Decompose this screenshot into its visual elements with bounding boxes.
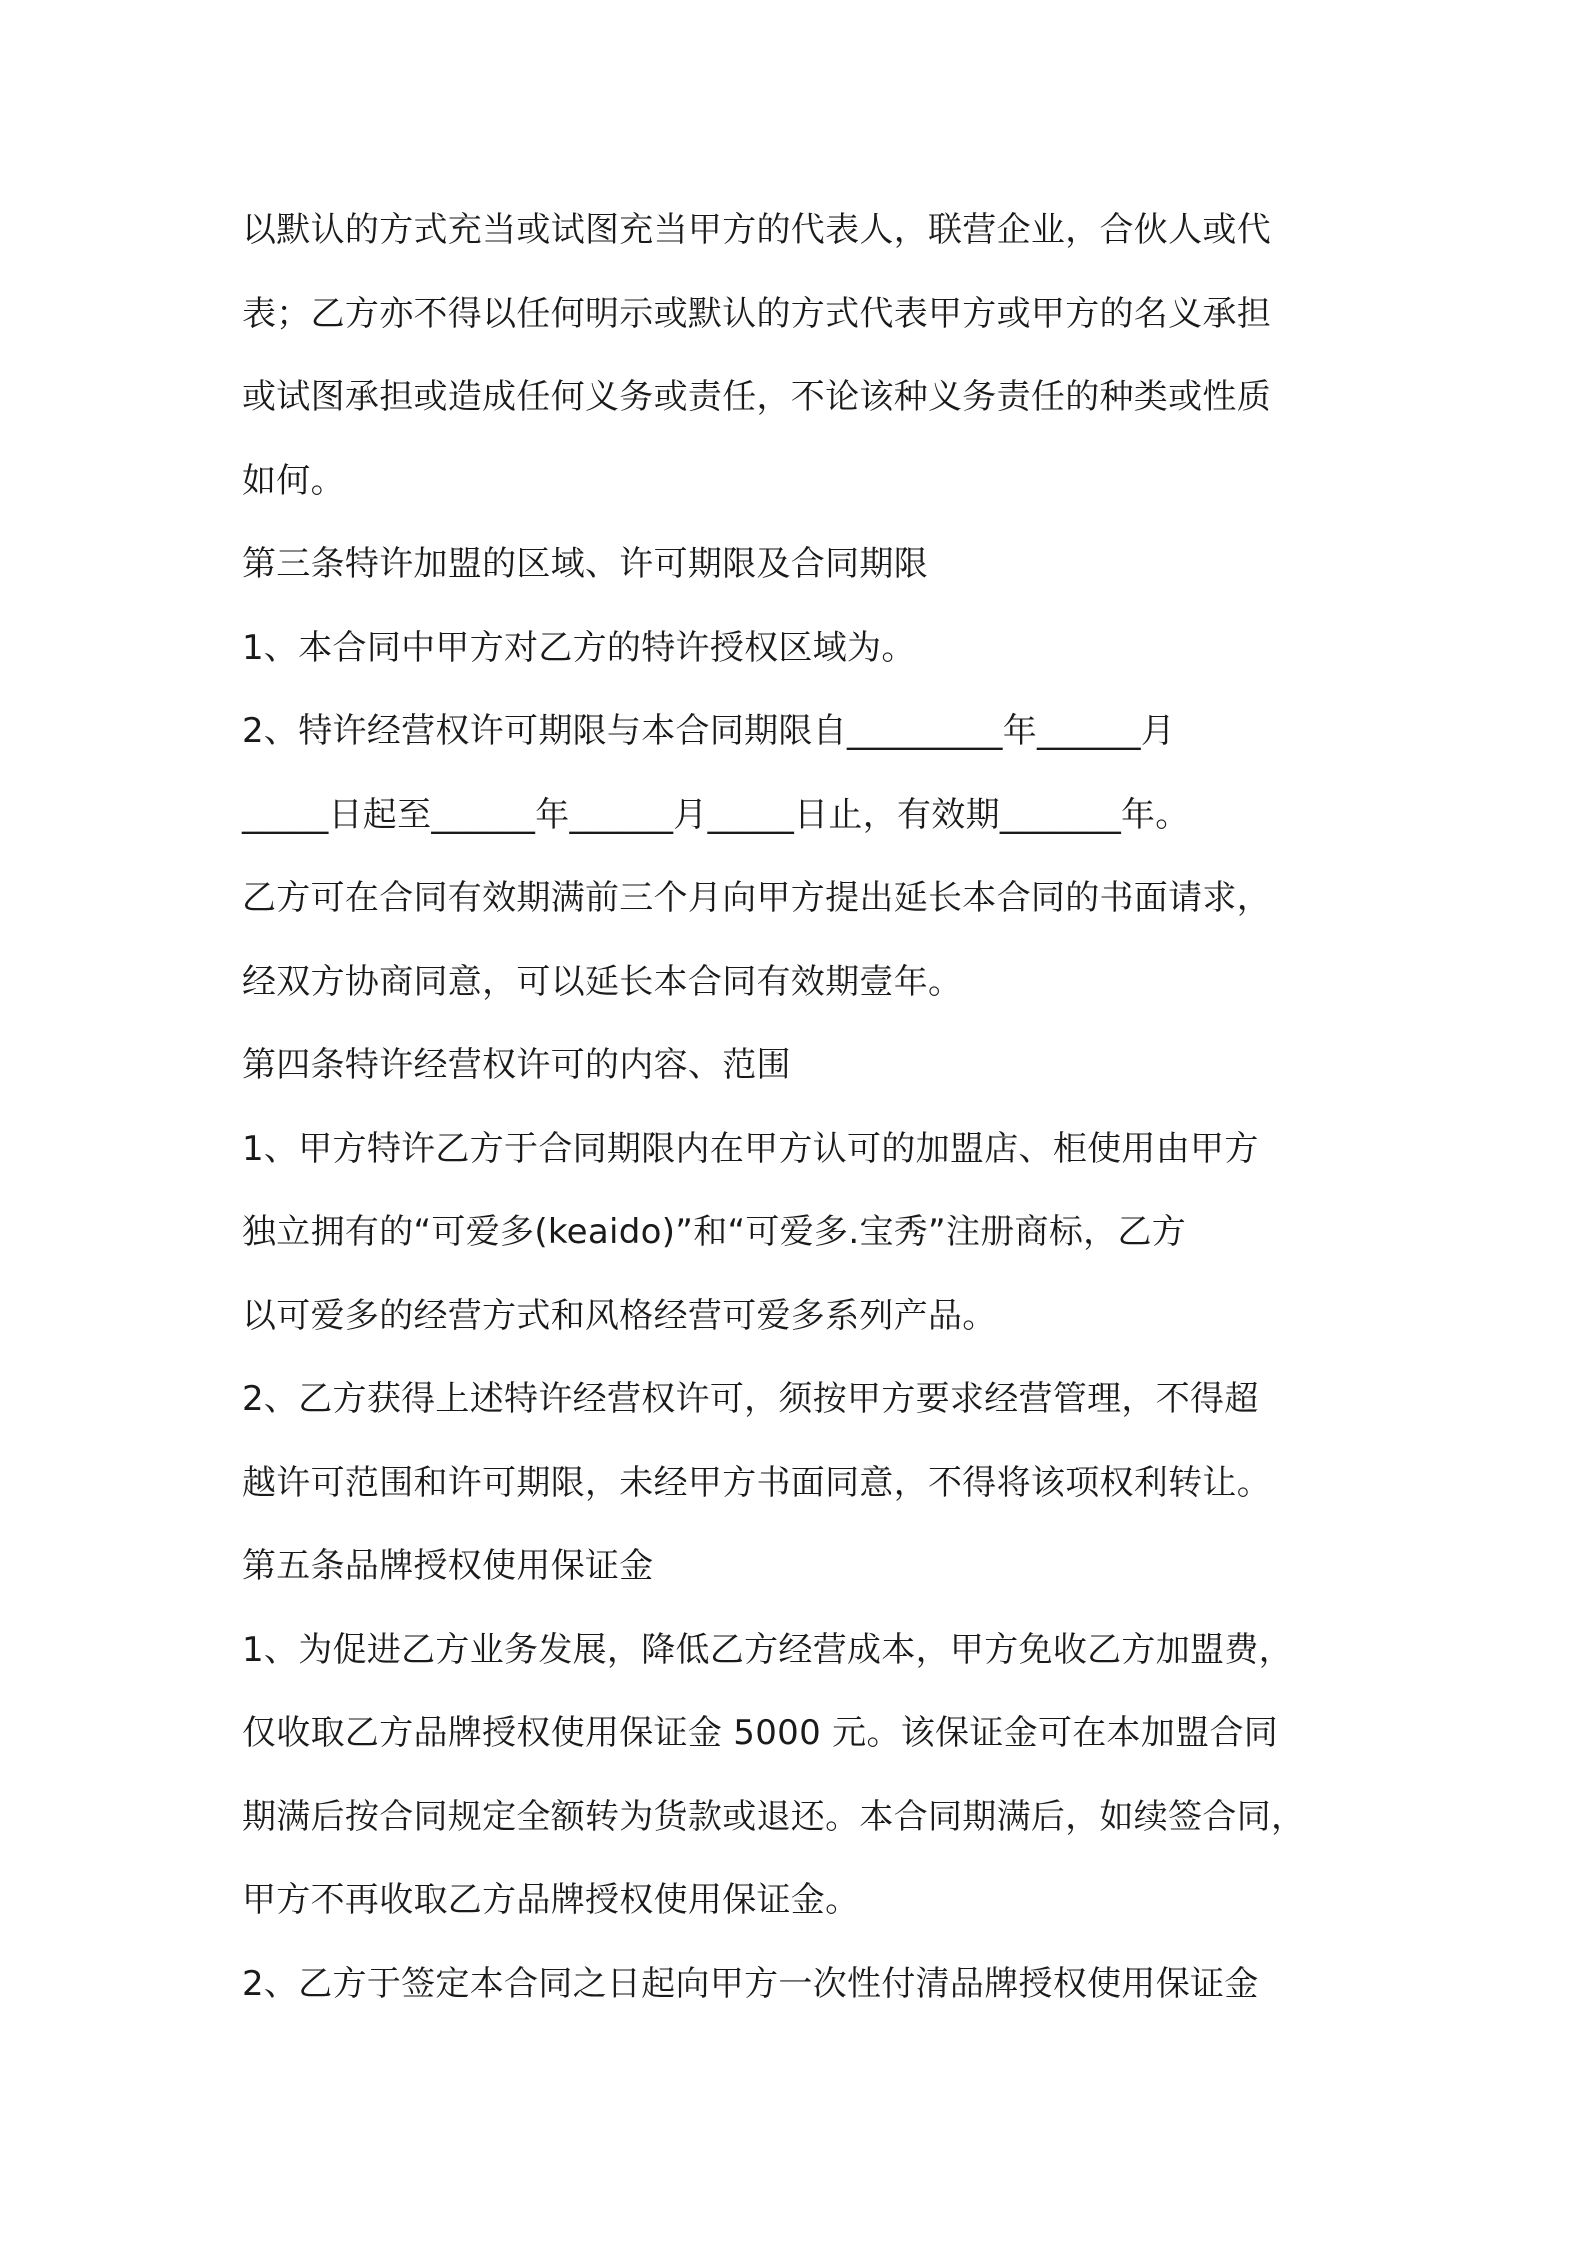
text-line: 1、本合同中甲方对乙方的特许授权区域为。 — [242, 627, 916, 668]
text-line: 以可爱多的经营方式和风格经营可爱多系列产品。 — [242, 1295, 997, 1336]
document-body — [242, 198, 1372, 2035]
text-line: 表；乙方亦不得以任何明示或默认的方式代表甲方或甲方的名义承担 — [242, 293, 1271, 334]
text-line: 2、乙方于签定本合同之日起向甲方一次性付清品牌授权使用保证金 — [242, 1963, 1259, 2004]
text-line: _____日起至______年______月_____日止，有效期_______年。 — [242, 794, 1190, 835]
text-line: 独立拥有的“可爱多(keaido)”和“可爱多.宝秀”注册商标，乙方 — [242, 1212, 1187, 1252]
text-line: 或试图承担或造成任何义务或责任，不论该种义务责任的种类或性质 — [242, 377, 1271, 417]
text-line: 1、甲方特许乙方于合同期限内在甲方认可的加盟店、柜使用由甲方 — [242, 1128, 1259, 1169]
text-line: 以默认的方式充当或试图充当甲方的代表人，联营企业，合伙人或代 — [242, 210, 1271, 250]
text-line: 2、乙方获得上述特许经营权许可，须按甲方要求经营管理，不得超 — [242, 1379, 1259, 1419]
article-heading: 第五条品牌授权使用保证金 — [242, 1546, 654, 1586]
article-heading: 第三条特许加盟的区域、许可期限及合同期限 — [242, 544, 928, 584]
article-heading: 第四条特许经营权许可的内容、范围 — [242, 1045, 791, 1085]
text-line: 仅收取乙方品牌授权使用保证金 5000 元。该保证金可在本加盟合同 — [242, 1713, 1279, 1753]
text-line: 1、为促进乙方业务发展，降低乙方经营成本，甲方免收乙方加盟费， — [242, 1629, 1293, 1670]
text-line: 经双方协商同意，可以延长本合同有效期壹年。 — [242, 961, 963, 1002]
text-line: 2、特许经营权许可期限与本合同期限自_________年______月 — [242, 711, 1176, 751]
text-line: 期满后按合同规定全额转为货款或退还。本合同期满后，如续签合同， — [242, 1796, 1306, 1837]
text-line: 如何。 — [242, 460, 345, 501]
text-line: 甲方不再收取乙方品牌授权使用保证金。 — [242, 1880, 860, 1920]
text-line: 乙方可在合同有效期满前三个月向甲方提出延长本合同的书面请求， — [242, 878, 1271, 918]
text-line: 越许可范围和许可期限，未经甲方书面同意，不得将该项权利转让。 — [242, 1462, 1271, 1503]
